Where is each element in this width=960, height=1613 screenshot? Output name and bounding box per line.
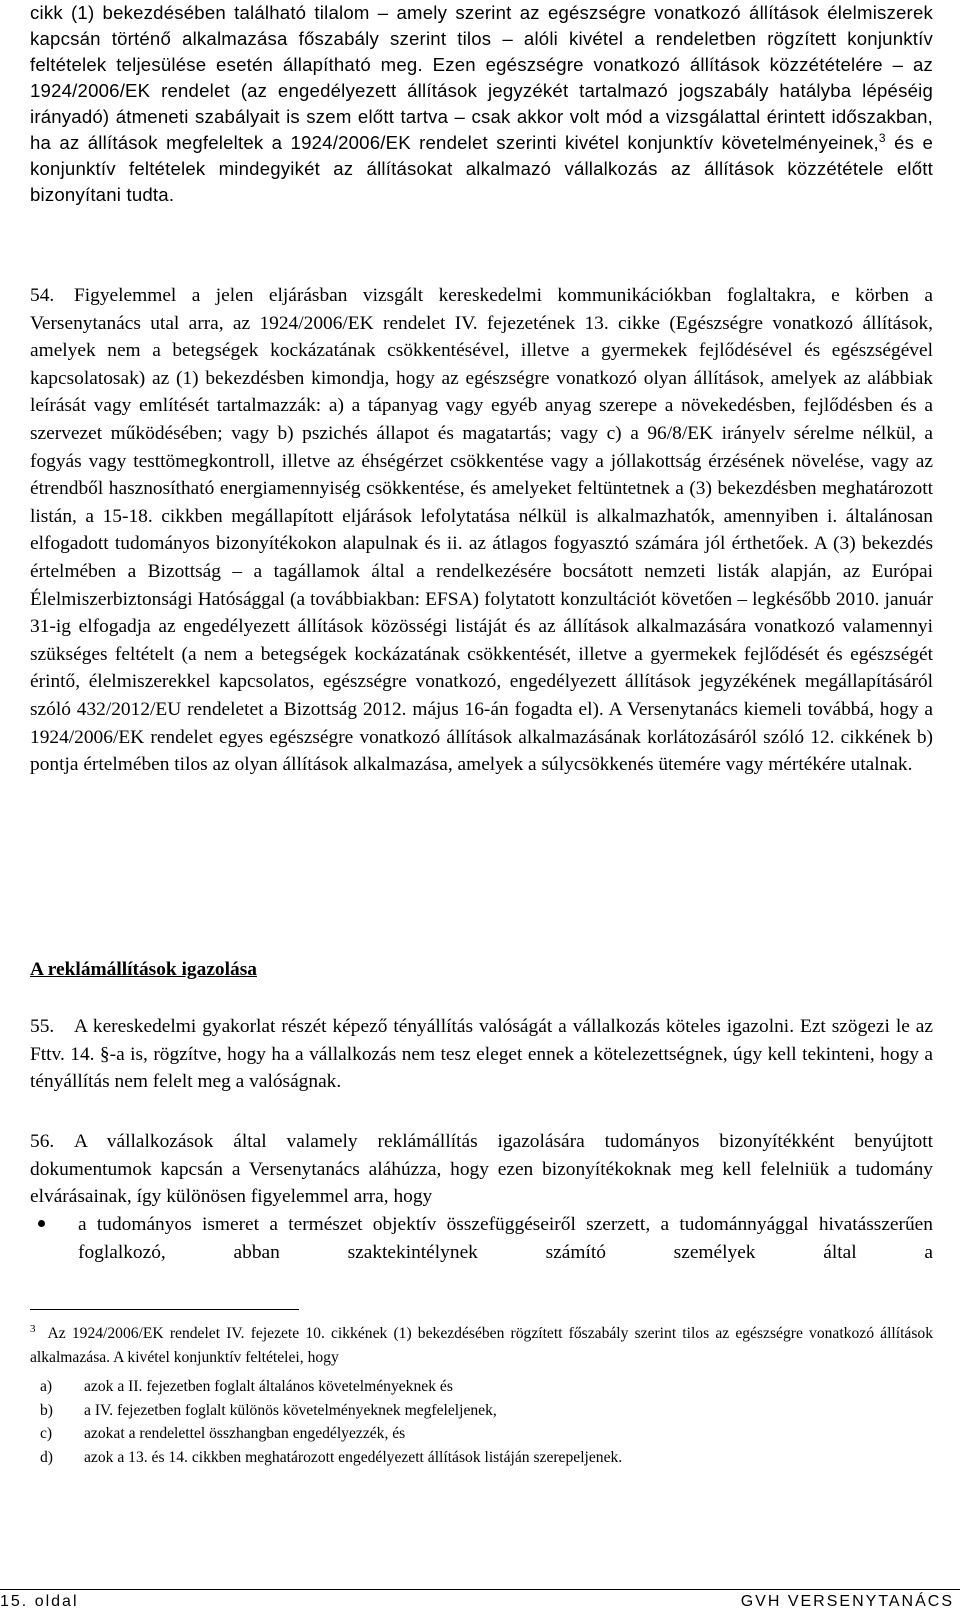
footnote-reference[interactable]: 3 [878, 130, 886, 145]
footnote-divider [30, 1309, 299, 1310]
paragraph-number: 56. [30, 1131, 55, 1152]
continued-paragraph [30, 0, 933, 208]
bullet-icon [38, 1220, 45, 1227]
page-number: 15. oldal [0, 1593, 79, 1610]
paragraph-56 [30, 1128, 933, 1211]
list-item [30, 1211, 933, 1266]
list-letter: d) [40, 1448, 53, 1466]
list-letter: c) [40, 1425, 53, 1442]
footnote-mark: 3 [30, 1322, 36, 1335]
bullet-list [30, 1211, 933, 1266]
paragraph-text: cikk (1) bekezdésében található tilalom ‒ amely szerint az egészségre vonatkozó állítások élelmiszerek kapcsán történő alkalmazása főszabály szerint tilos ‒ alóli kivétel a rendeletben rögzített konjunktív feltételek teljesülése esetén állapítható meg. Ezen egészségre vonatkozó állítások közzétételére ‒ az 1924/2006/EK rendelet (az engedélyezett állítások jegyzékét tartalmazó jogszabály hatályba lépéséig irányadó) átmeneti szabályait is szem előtt tartva ‒ csak akkor volt mód a vizsgálattal érintett időszakban, ha az állítások megfeleltek a 1924/2006/EK rendelet szerinti kivétel konjunktív követelményeinek, [30, 2, 933, 153]
paragraph-text: és e konjunktív feltételek mindegyikét az állításokat alkalmazó vállalkozás az állítások közzététele előtt bizonyítani tudta. [30, 132, 933, 205]
footnote-text: Az 1924/2006/EK rendelet IV. fejezete 10. cikkének (1) bekezdésében rögzített főszabály szerint tilos az egészségre vonatkozó állítások alkalmazása. A kivétel konjunktív feltételei, hogy [30, 1325, 933, 1366]
paragraph-number: 54. [30, 285, 55, 306]
section-heading: A reklámállítások igazolása [30, 959, 257, 980]
list-text: azok a 13. és 14. cikkben meghatározott engedélyezett állítások listáján szerepeljenek. [84, 1448, 623, 1466]
paragraph-text: Figyelemmel a jelen eljárásban vizsgált kereskedelmi kommunikációkban foglaltakra, e körben a Versenytanács utal arra, az 1924/2006/EK rendelet IV. fejezetének 13. cikke (Egészségre vonatkozó állítások, amelyek nem a betegségek kockázatának csökkentésével, illetve a gyermekek fejlődésével és egészségével kapcsolatosak) az (1) bekezdésben kimondja, hogy az egészségre vonatkozó olyan állítások, amelyek az alábbiak leírását vagy említését tartalmazzák: a) a tápanyag vagy egyéb anyag szerepe a növekedésben, fejlődésben és a szervezet működésében; vagy b) pszichés állapot és magatartás; vagy c) a 96/8/EK irányelv sérelme nélkül, a fogyás vagy testtömegkontroll, illetve az éhségérzet csökkentése vagy a jóllakottság érzésének növelése, vagy az étrendből hasznosítható energiamennyiség csökkentése, és amelyeket feltüntetnek a (3) bekezdésben meghatározott listán, a 15-18. cikkben megállapított eljárások lefolytatása nélkül is alkalmazhatók, amennyiben i. általánosan elfogadott tudományos bizonyítékokon alapulnak és ii. az átlagos fogyasztó számára jól érthetőek. A (3) bekezdés értelmében a Bizottság ‒ a tagállamok által a rendelkezésére bocsátott nemzeti listák alapján, az Európai Élelmiszerbiztonsági Hatósággal (a továbbiakban: EFSA) folytatott konzultációt követően ‒ legkésőbb 2010. január 31-ig elfogadja az engedélyezett állítások közösségi listáját és az állítások alkalmazására vonatkozó valamennyi szükséges feltételt (a nem a betegségek kockázatának csökkentését, illetve a gyermekek fejlődését és egészségét érintő, élelmiszerekkel kapcsolatos, egészségre vonatkozó, engedélyezett állítások jegyzékének megállapításáról szóló 432/2012/EU rendeletet a Bizottság 2012. május 16-án fogadta el). A Versenytanács kiemeli továbbá, hogy a 1924/2006/EK rendelet egyes egészségre vonatkozó állítások alkalmazásának korlátozásáról szóló 12. cikkének b) pontja értelmében tilos az olyan állítások alkalmazása, amelyek a súlycsökkenés ütemére vagy mértékére utalnak. [30, 285, 933, 776]
list-text: a IV. fejezetben foglalt különös követelményeknek megfeleljenek, [84, 1401, 497, 1419]
footnote-list-item [40, 1422, 622, 1446]
footer-divider [0, 1589, 960, 1590]
list-letter: b) [40, 1401, 53, 1419]
footnote-list-item [40, 1375, 622, 1399]
list-letter: a) [40, 1378, 53, 1395]
paragraph-text: A vállalkozások által valamely reklámállítás igazolására tudományos bizonyítékként benyújtott dokumentumok kapcsán a Versenytanács aláhúzza, hogy ezen bizonyítékoknak meg kell felelniük a tudomány elvárásainak, így különösen figyelemmel arra, hogy [30, 1131, 933, 1208]
list-text: azokat a rendelettel összhangban engedélyezzék, és [84, 1425, 406, 1442]
list-text: azok a II. fejezetben foglalt általános követelményeknek és [84, 1378, 453, 1395]
footnote-list-item [40, 1446, 622, 1470]
footnote-list-item [40, 1399, 622, 1423]
page-footer [0, 1593, 960, 1613]
footnote-list [40, 1375, 622, 1469]
paragraph-text: A kereskedelmi gyakorlat részét képező tényállítás valóságát a vállalkozás köteles igazolni. Ezt szögezi le az Fttv. 14. §-a is, rögzítve, hogy ha a vállalkozás nem tesz eleget ennek a kötelezettségnek, úgy kell tekinteni, hogy a tényállítás nem felelt meg a valóságnak. [30, 1016, 933, 1093]
footnote [30, 1322, 933, 1370]
paragraph-number: 55. [30, 1016, 55, 1037]
paragraph-55 [30, 1013, 933, 1096]
list-item-text: a tudományos ismeret a természet objektív összefüggéseiről szerzett, a tudománnyággal hivatásszerűen foglalkozó, abban szaktekintélynek számító személyek által a [78, 1214, 933, 1263]
organization-name: GVH VERSENYTANÁCS [740, 1593, 954, 1610]
paragraph-54 [30, 282, 933, 779]
